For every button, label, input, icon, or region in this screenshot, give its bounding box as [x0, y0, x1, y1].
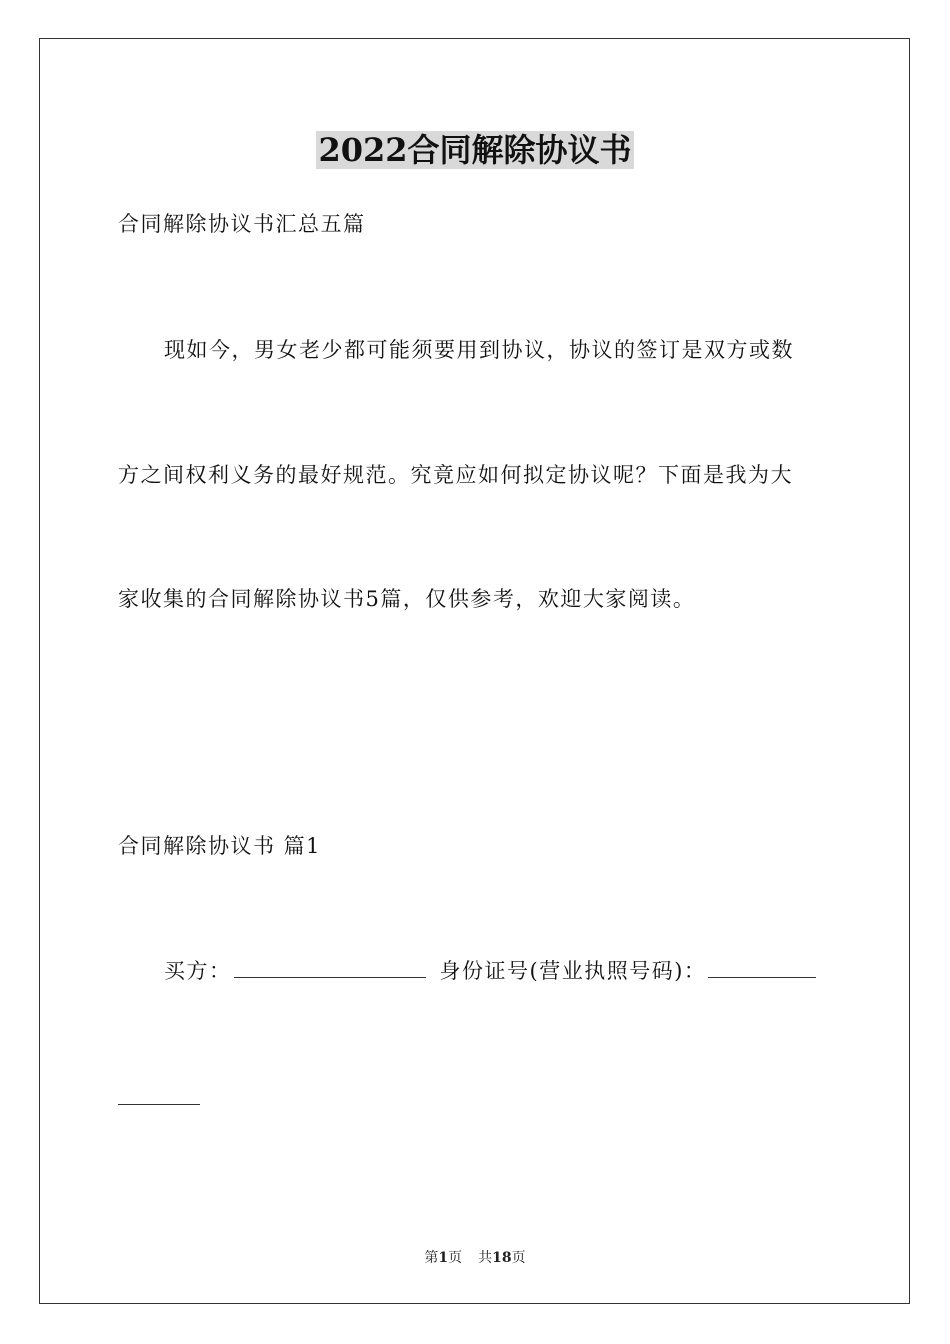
section-heading: 合同解除协议书 篇1	[118, 834, 322, 858]
title-text: 2022合同解除协议书	[318, 131, 632, 169]
buyer-label: 买方：	[164, 959, 232, 983]
footer-total-prefix: 共	[478, 1250, 493, 1266]
buyer-line	[164, 956, 816, 986]
document-subtitle: 合同解除协议书汇总五篇	[118, 212, 366, 236]
document-title	[0, 126, 950, 174]
footer-page-suffix: 页	[448, 1250, 463, 1266]
footer-page-current: 1	[438, 1250, 449, 1266]
footer-page-prefix: 第	[424, 1250, 439, 1266]
id-blank-continued	[118, 1104, 200, 1105]
intro-line-1: 现如今，男女老少都可能须要用到协议，协议的签订是双方或数	[164, 338, 794, 362]
footer-total-suffix: 页	[511, 1250, 526, 1266]
id-blank	[708, 957, 816, 978]
footer-page-total: 18	[492, 1250, 512, 1266]
buyer-blank	[234, 957, 426, 978]
id-label: 身份证号(营业执照号码)：	[439, 959, 707, 983]
intro-line-3: 家收集的合同解除协议书5篇，仅供参考，欢迎大家阅读。	[118, 587, 696, 611]
page-footer	[0, 1247, 950, 1267]
intro-line-2: 方之间权利义务的最好规范。究竟应如何拟定协议呢？下面是我为大	[118, 463, 793, 487]
